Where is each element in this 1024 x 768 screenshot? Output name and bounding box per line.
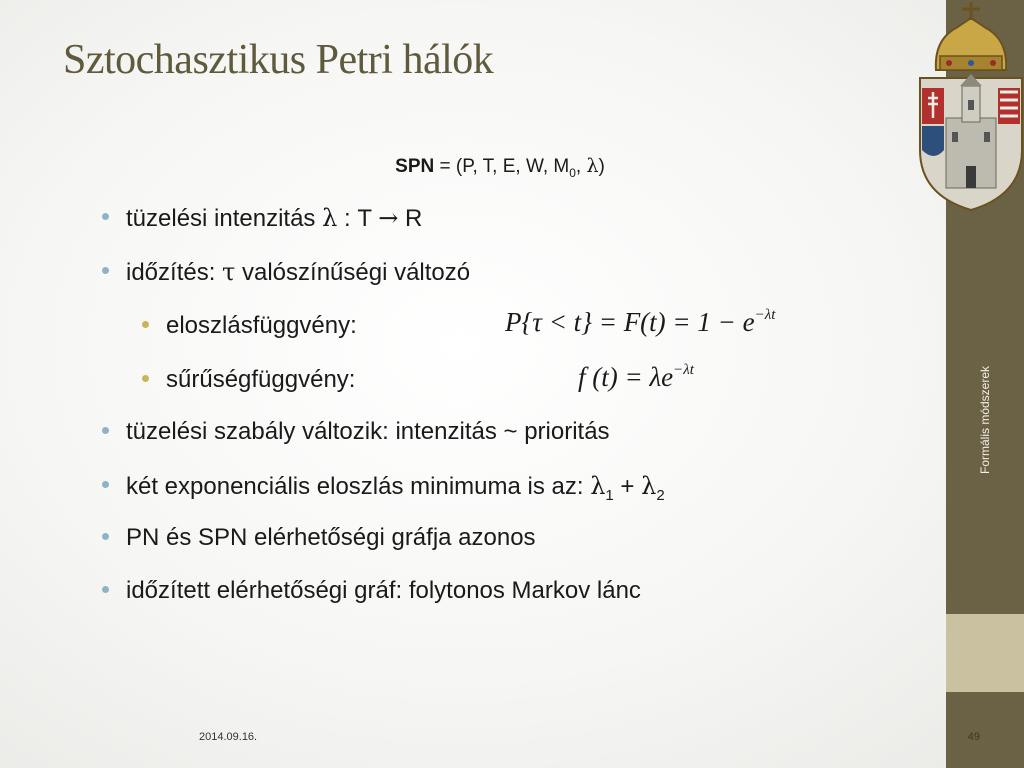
list-item: [166, 366, 355, 394]
bullet-text: tüzelési intenzitás: [126, 205, 323, 232]
list-item: [126, 258, 470, 287]
lambda-symbol: λ: [590, 472, 606, 500]
bullet-text-tail: R: [398, 205, 423, 232]
list-item: [126, 418, 610, 446]
distribution-formula: [505, 307, 775, 338]
density-formula: [578, 362, 694, 393]
subscript: 2: [656, 486, 665, 504]
bullet-text: eloszlásfüggvény:: [166, 312, 357, 339]
arrow-icon: →: [378, 204, 399, 232]
slide-date: 2014.09.16.: [199, 731, 258, 743]
bullet-dot: [102, 427, 109, 434]
list-item: [166, 312, 357, 340]
bullet-text: időzítés:: [126, 259, 223, 286]
spn-lambda: λ: [586, 155, 599, 177]
spn-definition: [0, 155, 1000, 180]
sidebar-accent: [946, 614, 1024, 692]
formula-exponent: −λt: [754, 307, 776, 323]
bullet-text: PN és SPN elérhetőségi gráfja azonos: [126, 524, 536, 551]
bullet-text: tüzelési szabály változik: intenzitás ~ prioritás: [126, 418, 610, 445]
bullet-text: sűrűségfüggvény:: [166, 366, 356, 393]
sidebar-label: Formális módszerek: [978, 365, 992, 475]
formula-main: f (t) = λe: [578, 362, 674, 392]
plus-sign: +: [613, 473, 642, 500]
bullet-text: időzített elérhetőségi gráf: folytonos Markov lánc: [126, 577, 641, 604]
tau-symbol: τ: [222, 258, 236, 286]
formula-main: P{τ < t} = F(t) = 1 − e: [505, 307, 755, 337]
list-item: [126, 577, 641, 605]
lambda-symbol: λ: [641, 472, 657, 500]
bullet-dot: [102, 481, 109, 488]
university-crest-icon: [916, 0, 1024, 212]
spn-separator: ,: [575, 156, 587, 177]
spn-tuple: = (P, T, E, W, M: [434, 156, 570, 177]
bullet-dot: [142, 321, 149, 328]
bullet-dot: [142, 375, 149, 382]
list-item: [126, 524, 536, 552]
bullet-dot: [102, 533, 109, 540]
bullet-dot: [102, 213, 109, 220]
bullet-dot: [102, 586, 109, 593]
bullet-text: két exponenciális eloszlás minimuma is az:: [126, 473, 591, 500]
page-number: 49: [967, 731, 980, 743]
list-item: [126, 204, 422, 233]
subscript: 1: [605, 486, 614, 504]
list-item: [126, 472, 665, 504]
bullet-dot: [102, 267, 109, 274]
lambda-symbol: λ: [322, 204, 338, 232]
spn-label: SPN: [395, 156, 435, 177]
spn-subscript: 0: [569, 165, 576, 180]
slide-title: Sztochasztikus Petri hálók: [63, 37, 494, 83]
formula-exponent: −λt: [673, 362, 694, 378]
bullet-text-rest: : T: [337, 205, 379, 232]
spn-close: ): [598, 156, 605, 177]
bullet-text-rest: valószínűségi változó: [235, 259, 471, 286]
